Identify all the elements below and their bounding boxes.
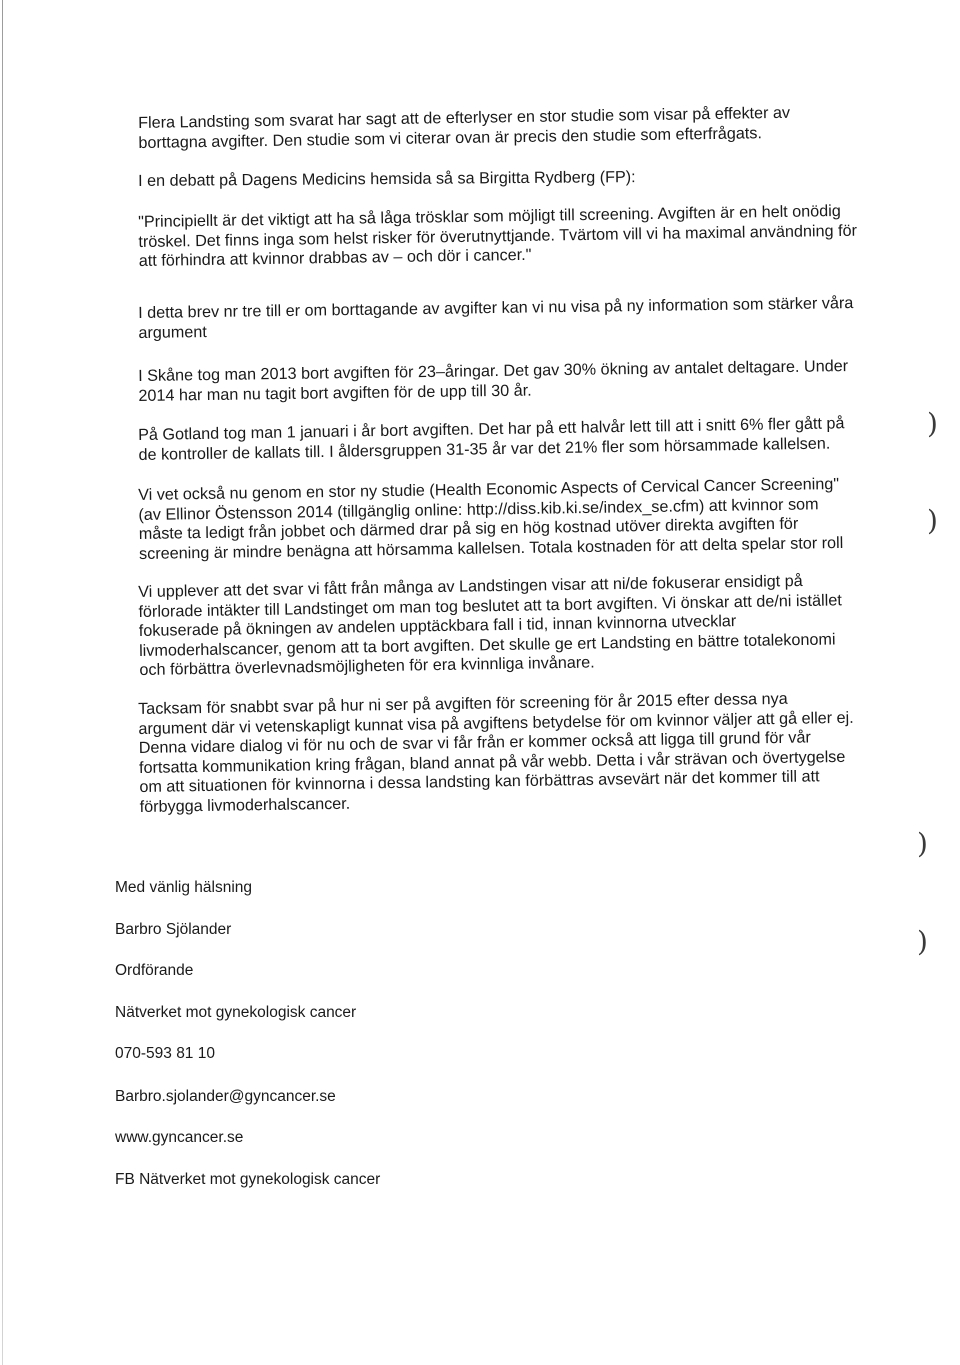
- signature-name: Barbro Sjölander: [115, 921, 232, 938]
- paragraph-2: I en debatt på Dagens Medicins hemsida så sa Birgitta Rydberg (FP):: [138, 168, 636, 190]
- signature-email: Barbro.sjolander@gyncancer.se: [115, 1088, 336, 1105]
- scan-edge-line: [2, 0, 3, 1365]
- signature-website: www.gyncancer.se: [115, 1129, 244, 1146]
- signature-organization: Nätverket mot gynekologisk cancer: [115, 1004, 357, 1021]
- margin-mark: ): [927, 504, 938, 537]
- signature-phone: 070-593 81 10: [115, 1045, 215, 1062]
- paragraph-skane: I Skåne tog man 2013 bort avgiften för 23–åringar. Det gav 30% ökning av antalet deltagare. Under 2014 har man nu tagit bort avgiften för de upp till 30 år.: [138, 357, 849, 405]
- quote-paragraph: "Principiellt är det viktigt att ha så låga trösklar som möjligt till screening. Avgiften är en helt onödig tröskel. Det finns inga som helst risker för överutnyttjande. Tvärtom vill vi ha maximal användning för att förhindra att kvinnor drabbas av – och dör i cancer.": [138, 201, 858, 270]
- paragraph-4: I detta brev nr tre till er om borttagande av avgifter kan vi nu visa på ny information som stärker våra argument: [138, 294, 854, 342]
- signature-role: Ordförande: [115, 962, 194, 979]
- signature-facebook: FB Nätverket mot gynekologisk cancer: [115, 1171, 381, 1188]
- signature-greeting: Med vänlig hälsning: [115, 879, 253, 896]
- paragraph-study: Vi vet också nu genom en stor ny studie (Health Economic Aspects of Cervical Cancer Screening" (av Ellinor Östensson 2014 (tillgänglig online: http://diss.kib.ki.se/index_se.cfm) att kvinnor som måste ta ledigt från jobbet och därmed drar på sig en hög kostnad utöver direkta avgiften för screening är mindre benägna att hörsamma kallelsen. Totala kostnaden för att delta spelar stor roll: [138, 474, 844, 563]
- margin-mark: ): [917, 925, 928, 958]
- paragraph-gotland: På Gotland tog man 1 januari i år bort avgiften. Det har på ett halvår lett till att i snitt 6% fler gått på de kontroller de kallats till. I åldersgruppen 31-35 år var det 21% fler som hörsammade kallelsen.: [138, 414, 845, 464]
- paragraph-1: Flera Landsting som svarat har sagt att de efterlyser en stor studie som visar på effekter av borttagna avgifter. Den studie som vi citerar ovan är precis den studie som efterfrågats.: [138, 103, 791, 152]
- paragraph-closing: Tacksam för snabbt svar på hur ni ser på avgiften för screening för år 2015 efter dessa nya argument där vi vetenskapligt kunnat visa på avgiftens betydelse för om kvinnor väljer att gå eller ej. Denna vidare dialog vi för nu och de svar vi får från er kommer också att ligga till grund för vår fortsatta kommunikation kring frågan, bland annat på vår webb. Detta i vår strävan och övertygelse om att situationen för kvinnorna i dessa landsting kan förbättras avsevärt när det kommer till att förbygga livmoderhalscancer.: [138, 689, 854, 816]
- paragraph-landsting: Vi upplever att det svar vi fått från många av Landstingen visar att ni/de fokuserar ensidigt på förlorade intäkter till Landstinget om man tog beslutet att ta bort avgiften. Vi önskar att de/ni istället fokuserade på ökningen av andelen upptäckbara fall i tid, innan kvinnorna utvecklar livmoderhalscancer, genom att ta bort avgiften. Det skulle ge ert Landsting en bättre totalekonomi och förbättra överlevnadsmöjligheten för era kvinnliga invånare.: [138, 571, 842, 679]
- margin-mark: ): [927, 407, 938, 440]
- margin-mark: ): [917, 827, 928, 860]
